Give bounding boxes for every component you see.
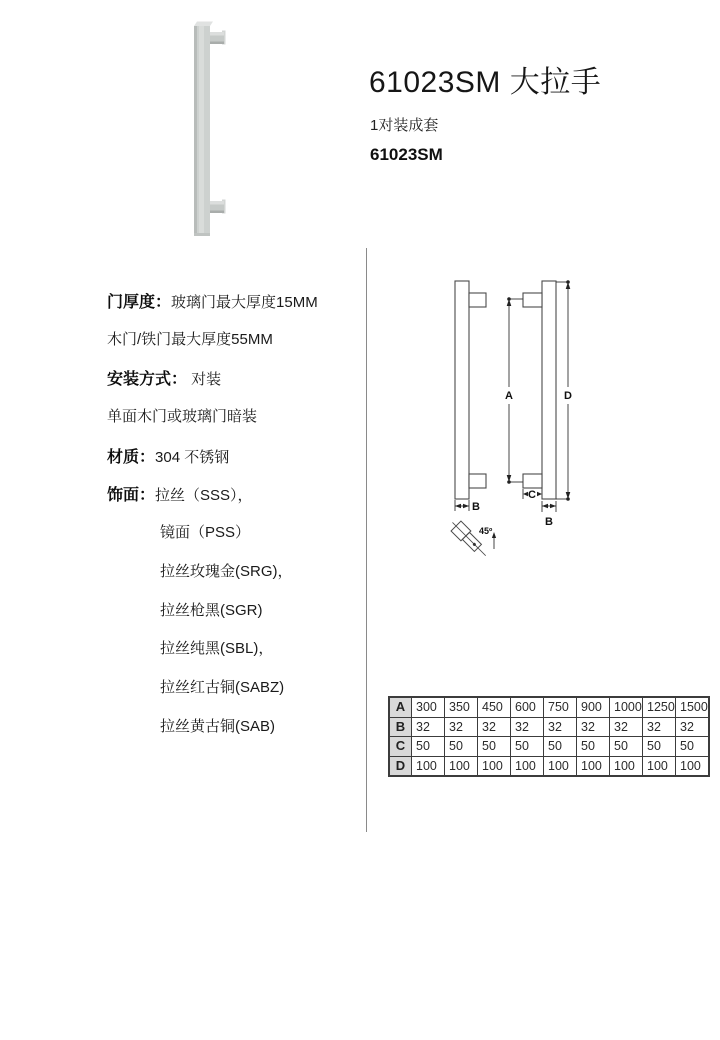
size-table-body bbox=[389, 697, 709, 776]
spec-list bbox=[107, 289, 372, 753]
size-cell: 32 bbox=[643, 717, 676, 737]
spec-line bbox=[107, 444, 372, 483]
size-cell: 32 bbox=[610, 717, 643, 737]
size-cell: 1000 bbox=[610, 697, 643, 717]
spec-line bbox=[107, 599, 372, 638]
size-cell: 450 bbox=[478, 697, 511, 717]
angle-label: 45º bbox=[479, 526, 493, 536]
spec-line bbox=[107, 289, 372, 328]
spec-text: 玻璃门最大厚度15MM bbox=[171, 294, 318, 311]
dim-label-b-right: B bbox=[545, 516, 553, 528]
size-cell: 900 bbox=[577, 697, 610, 717]
model-number: 61023SM bbox=[370, 145, 443, 164]
spec-line bbox=[107, 560, 372, 599]
size-row-header: B bbox=[389, 717, 412, 737]
size-cell: 100 bbox=[610, 756, 643, 776]
size-cell: 50 bbox=[478, 737, 511, 757]
size-cell: 50 bbox=[676, 737, 710, 757]
spec-line bbox=[107, 328, 372, 367]
spec-text: 拉丝（SSS）， bbox=[155, 487, 253, 505]
spec-label: 安装方式： bbox=[107, 371, 188, 389]
size-cell: 50 bbox=[610, 737, 643, 757]
spec-label: 材质： bbox=[107, 448, 156, 466]
size-cell: 100 bbox=[577, 756, 610, 776]
size-table bbox=[388, 696, 710, 777]
size-cell: 750 bbox=[544, 697, 577, 717]
spec-line bbox=[107, 637, 372, 676]
size-table-row bbox=[389, 717, 709, 737]
spec-text: 镜面（PSS） bbox=[160, 524, 251, 542]
size-row-header: D bbox=[389, 756, 412, 776]
size-row-header: C bbox=[389, 737, 412, 757]
handle-bottom-post bbox=[210, 200, 226, 214]
size-table-row bbox=[389, 697, 709, 717]
size-cell: 32 bbox=[676, 717, 710, 737]
size-cell: 32 bbox=[412, 717, 445, 737]
size-cell: 50 bbox=[643, 737, 676, 757]
size-table-row bbox=[389, 756, 709, 776]
spec-text: 拉丝黄古铜(SAB) bbox=[160, 717, 276, 735]
size-cell: 100 bbox=[445, 756, 478, 776]
size-cell: 1500 bbox=[676, 697, 710, 717]
size-cell: 100 bbox=[544, 756, 577, 776]
spec-text: 拉丝玫瑰金(SRG)， bbox=[160, 562, 293, 580]
size-cell: 32 bbox=[511, 717, 544, 737]
spec-line bbox=[107, 715, 372, 754]
size-cell: 100 bbox=[676, 756, 710, 776]
size-cell: 100 bbox=[511, 756, 544, 776]
size-cell: 50 bbox=[445, 737, 478, 757]
dim-label-c: C bbox=[528, 489, 536, 501]
dim-label-b-left: B bbox=[472, 501, 480, 513]
spec-text: 拉丝枪黑(SGR) bbox=[160, 601, 263, 619]
size-cell: 32 bbox=[478, 717, 511, 737]
size-cell: 32 bbox=[445, 717, 478, 737]
spec-line bbox=[107, 521, 372, 560]
spec-text: 304 不锈钢 bbox=[155, 448, 230, 466]
dimension-labels bbox=[472, 390, 572, 536]
spec-text: 拉丝红古铜(SABZ) bbox=[160, 678, 285, 696]
size-cell: 100 bbox=[412, 756, 445, 776]
size-cell: 50 bbox=[544, 737, 577, 757]
spec-line bbox=[107, 676, 372, 715]
spec-line bbox=[107, 482, 372, 521]
size-table-row bbox=[389, 737, 709, 757]
spec-line bbox=[107, 405, 372, 444]
size-cell: 600 bbox=[511, 697, 544, 717]
cross-section-45-detail bbox=[448, 518, 491, 561]
technical-drawing bbox=[428, 268, 613, 568]
spec-label: 门厚度： bbox=[107, 294, 172, 311]
dim-label-a: A bbox=[505, 390, 513, 402]
product-photo bbox=[190, 18, 232, 242]
size-row-header: A bbox=[389, 697, 412, 717]
handle-top-post bbox=[210, 31, 226, 45]
size-cell: 350 bbox=[445, 697, 478, 717]
size-cell: 100 bbox=[478, 756, 511, 776]
size-cell: 1250 bbox=[643, 697, 676, 717]
spec-text: 对装 bbox=[187, 371, 222, 389]
size-cell: 50 bbox=[577, 737, 610, 757]
spec-text: 单面木门或玻璃门暗装 bbox=[107, 408, 258, 426]
packaging-note: 1对装成套 bbox=[370, 117, 439, 134]
spec-line bbox=[107, 366, 372, 405]
spec-text: 拉丝纯黑(SBL)， bbox=[160, 640, 274, 658]
spec-label: 饰面： bbox=[107, 487, 156, 505]
page-title: 61023SM 大拉手 bbox=[369, 66, 602, 99]
size-cell: 50 bbox=[511, 737, 544, 757]
spec-text: 木门/铁门最大厚度55MM bbox=[107, 330, 273, 348]
size-cell: 32 bbox=[544, 717, 577, 737]
size-cell: 100 bbox=[643, 756, 676, 776]
dim-label-d: D bbox=[564, 390, 572, 402]
size-cell: 32 bbox=[577, 717, 610, 737]
size-cell: 50 bbox=[412, 737, 445, 757]
size-cell: 300 bbox=[412, 697, 445, 717]
